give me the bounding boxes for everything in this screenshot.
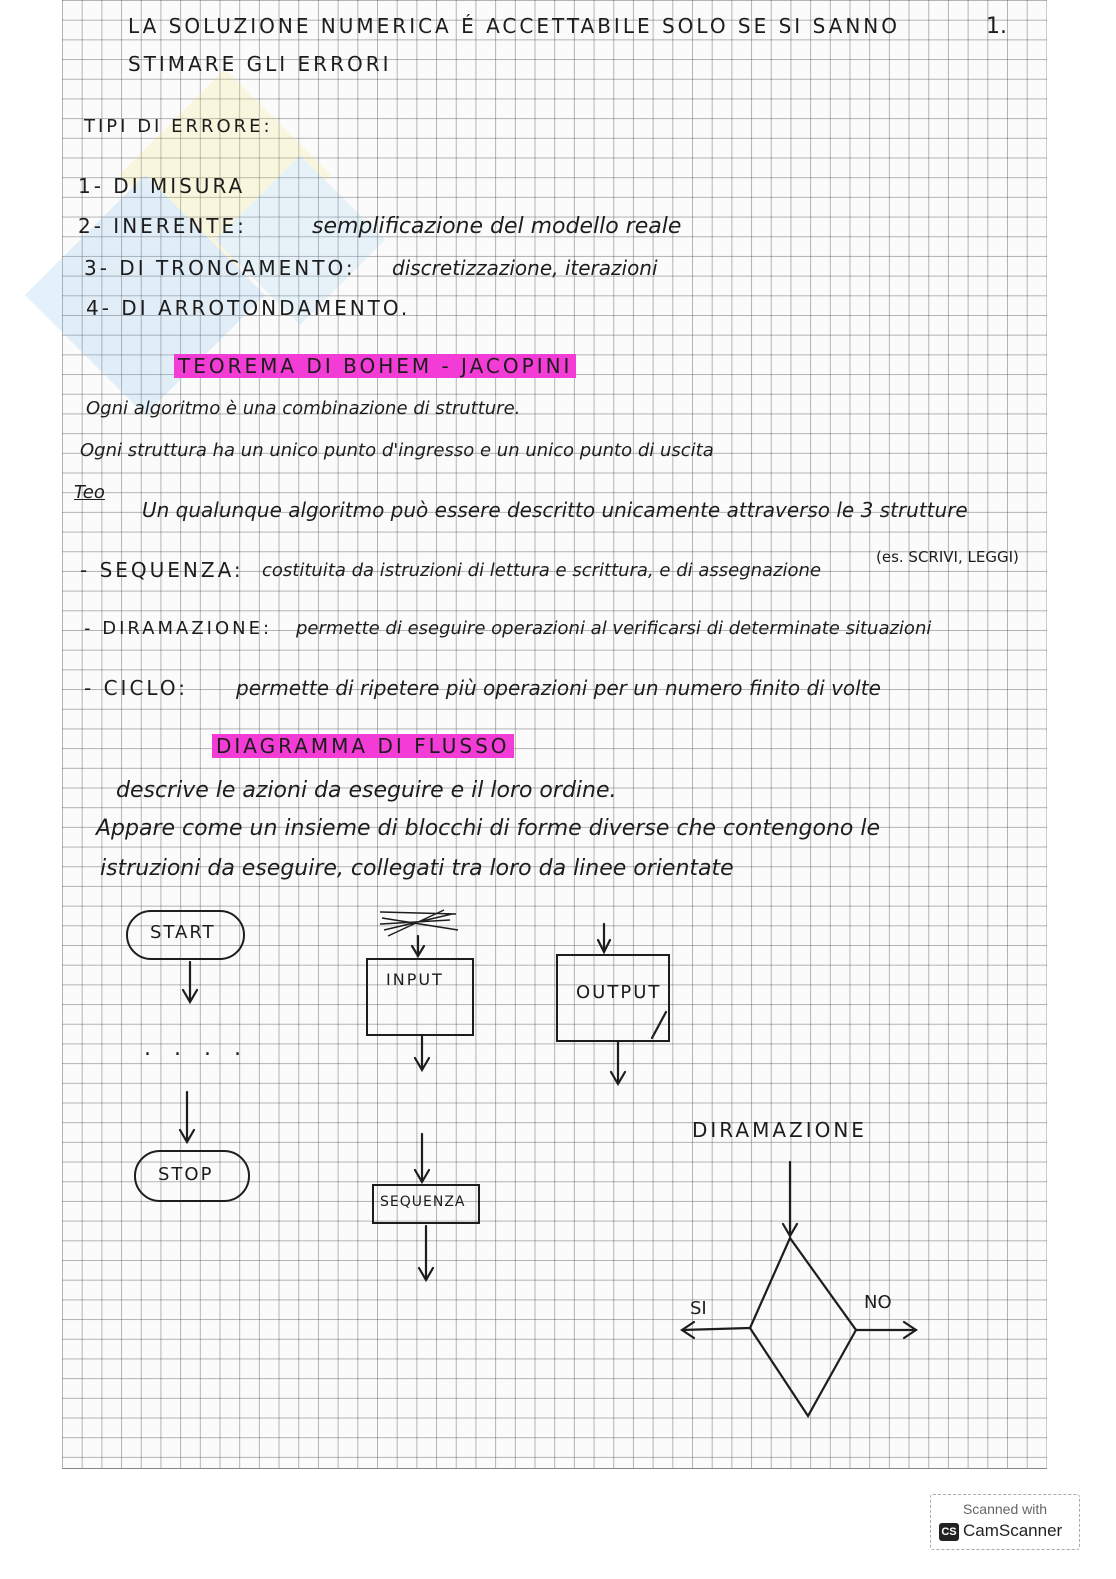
structure-sequence-desc: costituita da istruzioni di lettura e scrittura, e di assegnazione: [262, 560, 822, 581]
input-label: INPUT: [386, 970, 444, 989]
sequence-label: SEQUENZA: [380, 1194, 466, 1210]
flowchart-line-2: Appare come un insieme di blocchi di forme diverse che contengono le: [96, 816, 880, 841]
structure-loop-desc: permette di ripetere più operazioni per un numero finito di volte: [236, 676, 881, 700]
flowchart-line-1: descrive le azioni da eseguire e il loro ordine.: [116, 778, 617, 803]
branch-title: DIRAMAZIONE: [692, 1118, 867, 1142]
badge-camscanner: CamScanner: [963, 1521, 1063, 1540]
page-number: 1.: [986, 14, 1007, 39]
stop-label: STOP: [158, 1164, 214, 1185]
error-item-2-note: semplificazione del modello reale: [312, 214, 682, 239]
title-line-1: LA SOLUZIONE NUMERICA É ACCETTABILE SOLO SE SI SANNO: [128, 14, 900, 38]
errors-heading: TIPI DI ERRORE:: [84, 116, 273, 137]
branch-yes-label: SI: [690, 1298, 707, 1319]
structure-branch-desc: permette di eseguire operazioni al verificarsi di determinate situazioni: [296, 618, 932, 639]
theorem-heading: TEOREMA DI BOHEM - JACOPINI: [174, 354, 576, 378]
error-item-3-label: 3- DI TRONCAMENTO:: [84, 256, 356, 280]
camscanner-logo-icon: CS: [939, 1523, 959, 1541]
error-item-2-label: 2- INERENTE:: [78, 214, 247, 238]
title-line-2: STIMARE GLI ERRORI: [128, 52, 392, 76]
theorem-statement: Un qualunque algoritmo può essere descritto unicamente attraverso le 3 strutture: [142, 498, 968, 522]
badge-scanned-with: Scanned with: [962, 1501, 1048, 1517]
error-item-1-label: 1- DI MISURA: [78, 174, 246, 198]
error-item-4-label: 4- DI ARROTONDAMENTO.: [86, 296, 411, 320]
theorem-line-2: Ogni struttura ha un unico punto d'ingresso e un unico punto di uscita: [80, 440, 714, 461]
teo-label: Teo: [74, 482, 105, 503]
structure-branch-name: - DIRAMAZIONE:: [84, 618, 273, 639]
flowchart-heading: DIAGRAMMA DI FLUSSO: [212, 734, 514, 758]
error-item-3-note: discretizzazione, iterazioni: [392, 256, 658, 280]
continuation-dots: . . . .: [144, 1036, 249, 1061]
camscanner-badge: [930, 1494, 1080, 1550]
flowchart-line-3: istruzioni da eseguire, collegati tra loro da linee orientate: [100, 856, 734, 881]
branch-no-label: NO: [864, 1292, 892, 1313]
structure-sequence-example: (es. SCRIVI, LEGGI): [876, 548, 1019, 566]
structure-loop-name: - CICLO:: [84, 676, 188, 700]
structure-sequence-name: - SEQUENZA:: [80, 558, 244, 582]
output-label: OUTPUT: [576, 982, 662, 1003]
theorem-line-1: Ogni algoritmo è una combinazione di strutture.: [86, 398, 521, 419]
start-label: START: [150, 922, 216, 943]
